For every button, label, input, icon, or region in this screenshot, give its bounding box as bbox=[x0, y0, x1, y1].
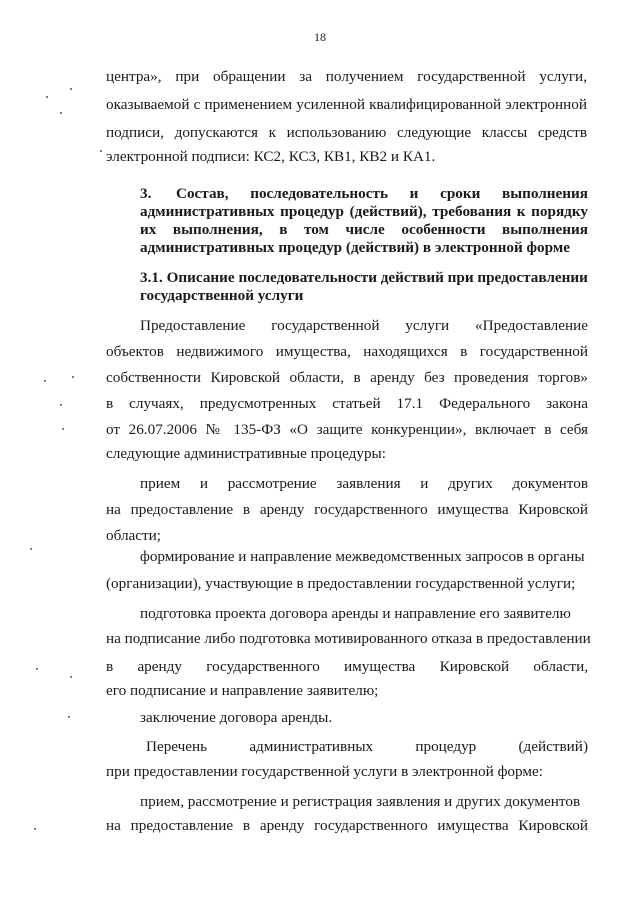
scan-speck bbox=[60, 112, 62, 114]
text-line: оказываемой с применением усиленной квалифицированной электронной bbox=[106, 96, 587, 113]
text-line: в случаях, предусмотренных статьей 17.1 Федерального закона bbox=[106, 395, 588, 412]
text-line: следующие административные процедуры: bbox=[106, 445, 386, 462]
scan-speck bbox=[36, 668, 38, 670]
section-heading-line: административных процедур (действий) в электронной форме bbox=[140, 239, 570, 256]
text-line: Предоставление государственной услуги «Предоставление bbox=[140, 317, 588, 334]
page-number: 18 bbox=[314, 30, 326, 44]
list-item-line: прием и рассмотрение заявления и других документов bbox=[140, 475, 588, 492]
scan-speck bbox=[100, 150, 102, 152]
scan-speck bbox=[72, 376, 74, 378]
scan-speck bbox=[44, 380, 46, 382]
section-heading-line: административных процедур (действий), требования к порядку bbox=[140, 203, 588, 220]
text-line: при предоставлении государственной услуги в электронной форме: bbox=[106, 763, 543, 780]
scan-speck bbox=[34, 828, 36, 830]
scan-speck bbox=[30, 548, 32, 550]
text-line: от 26.07.2006 № 135-ФЗ «О защите конкуренции», включает в себя bbox=[106, 421, 588, 438]
list-item-line: области; bbox=[106, 527, 161, 544]
list-item-line: прием, рассмотрение и регистрация заявления и других документов bbox=[140, 793, 581, 810]
list-item-line: в аренду государственного имущества Кировской области, bbox=[106, 658, 588, 675]
scan-speck bbox=[46, 96, 48, 98]
list-item-line: его подписание и направление заявителю; bbox=[106, 682, 379, 699]
text-line: центра», при обращении за получением государственной услуги, bbox=[106, 68, 587, 85]
scan-speck bbox=[62, 428, 64, 430]
list-item-line: на подписание либо подготовка мотивированного отказа в предоставлении bbox=[106, 630, 591, 647]
list-item-line: формирование и направление межведомственных запросов в органы bbox=[140, 548, 585, 565]
section-heading-line: Состав, последовательность и сроки выполнения bbox=[176, 185, 588, 202]
section-number: 3. bbox=[140, 185, 152, 202]
text-line: объектов недвижимого имущества, находящихся в государственной bbox=[106, 343, 588, 360]
subsection-heading-line: 3.1. Описание последовательности действий при предоставлении bbox=[140, 269, 588, 286]
scan-speck bbox=[70, 676, 72, 678]
scan-speck bbox=[60, 404, 62, 406]
text-line: электронной подписи: КС2, КС3, КВ1, КВ2 и КА1. bbox=[106, 148, 436, 165]
text-line: собственности Кировской области, в аренду без проведения торгов» bbox=[106, 369, 588, 386]
section-heading-line: их выполнения, в том числе особенности выполнения bbox=[140, 221, 588, 238]
list-item-line: подготовка проекта договора аренды и направление его заявителю bbox=[140, 605, 571, 622]
list-item-line: на предоставление в аренду государственного имущества Кировской bbox=[106, 817, 588, 834]
subsection-heading-line: государственной услуги bbox=[140, 287, 304, 304]
text-line: Перечень административных процедур (действий) bbox=[146, 738, 588, 755]
list-item-line: заключение договора аренды. bbox=[140, 709, 333, 726]
list-item-line: (организации), участвующие в предоставлении государственной услуги; bbox=[106, 575, 576, 592]
text-line: подписи, допускаются к использованию следующие классы средств bbox=[106, 124, 587, 141]
list-item-line: на предоставление в аренду государственного имущества Кировской bbox=[106, 501, 588, 518]
scan-speck bbox=[68, 716, 70, 718]
scan-speck bbox=[70, 88, 72, 90]
